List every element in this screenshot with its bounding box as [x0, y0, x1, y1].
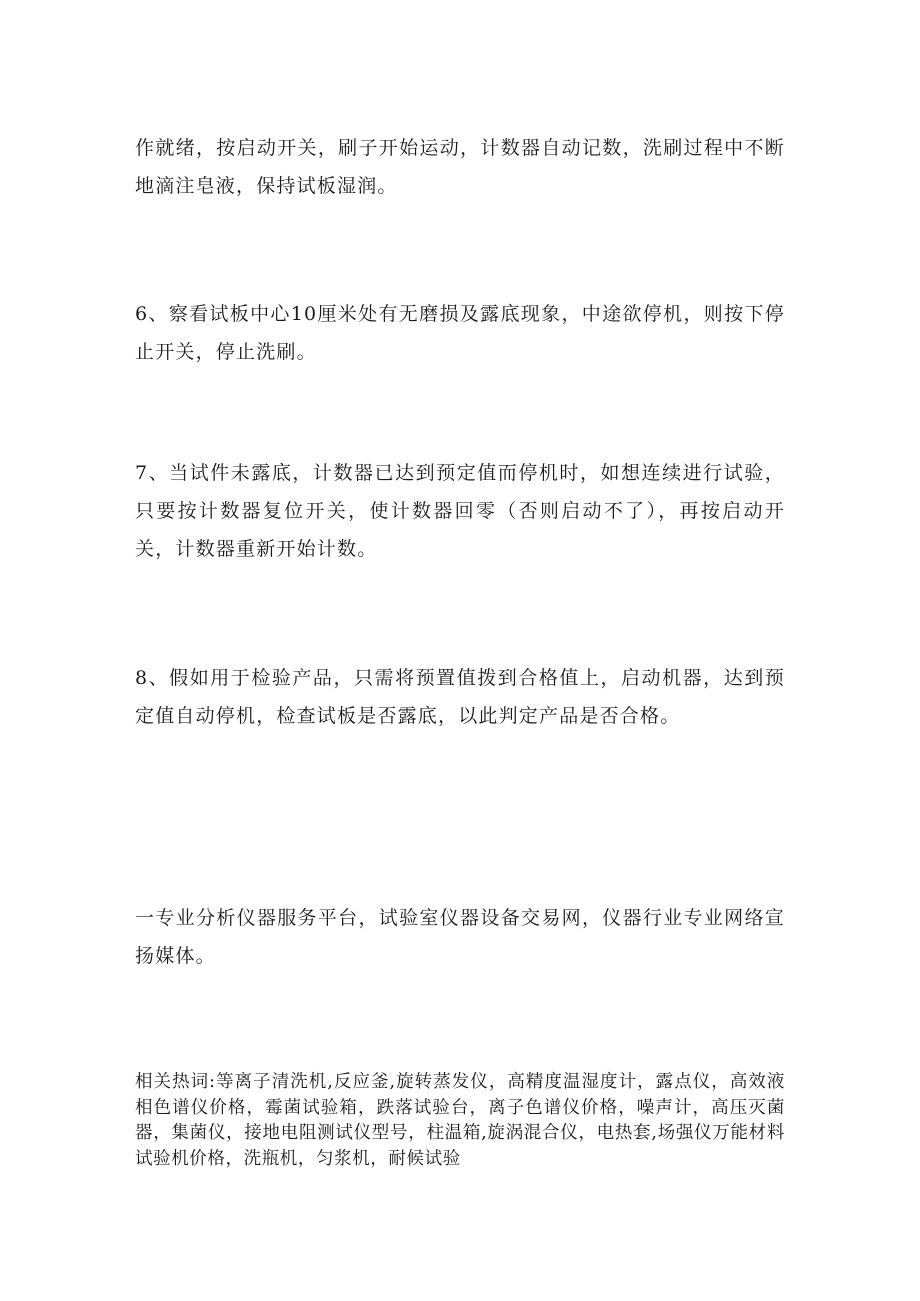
paragraph-step-8: 8、假如用于检验产品，只需将预置值拨到合格值上，启动机器，达到预定值自动停机，检查试板是否露底，以此判定产品是否合格。: [135, 667, 785, 727]
paragraph-step-6: 6、察看试板中心10厘米处有无磨损及露底现象，中途欲停机，则按下停止开关，停止洗刷。: [135, 303, 785, 363]
paragraph-related-keywords: 相关热词:等离子清洗机,反应釜,旋转蒸发仪，高精度温湿度计，露点仪，高效液相色谱仪价格，霉菌试验箱，跌落试验台，离子色谱仪价格，噪声计，高压灭菌器，集菌仪，接地电阻测试仪型号，柱温箱,旋涡混合仪，电热套,场强仪万能材料试验机价格，洗瓶机，匀浆机，耐候试验: [135, 1072, 785, 1169]
paragraph-step-5-continued: 作就绪，按启动开关，刷子开始运动，计数器自动记数，洗刷过程中不断地滴注皂液，保持试板湿润。: [135, 137, 785, 197]
paragraph-step-7: 7、当试件未露底，计数器已达到预定值而停机时，如想连续进行试验，只要按计数器复位开关，使计数器回零（否则启动不了），再按启动开关，计数器重新开始计数。: [135, 462, 785, 560]
paragraph-platform-description: 一专业分析仪器服务平台，试验室仪器设备交易网，仪器行业专业网络宣扬媒体。: [135, 907, 785, 967]
